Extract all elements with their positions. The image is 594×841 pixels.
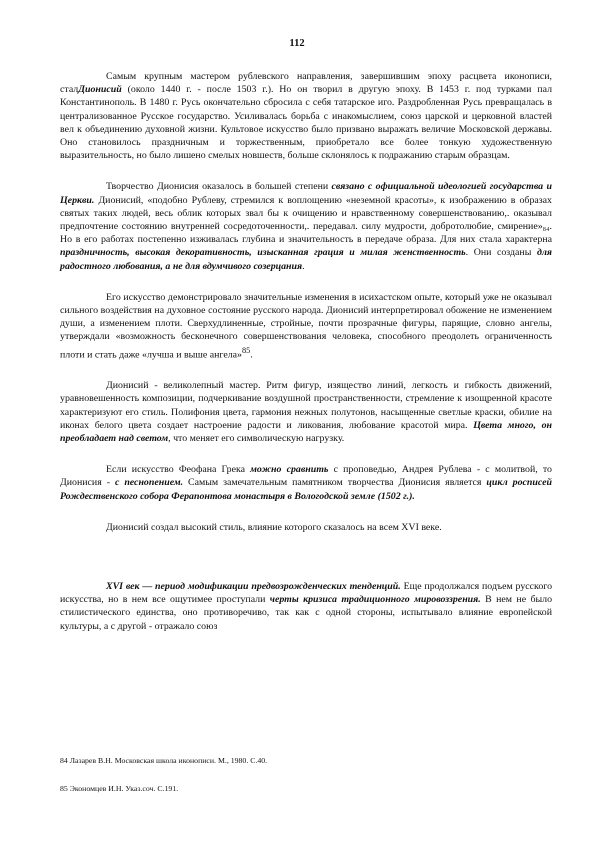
p6-text-1: Дионисий создал высокий стиль, влияние которого сказалось на всем XVI веке. (106, 521, 442, 533)
p1-emphasis-1: Дионисий (78, 84, 122, 96)
p5-text-3: Самым замечательным памятником творчества Дионисия является (183, 477, 487, 489)
footnote-84: 84 Лазарев В.Н. Московская школа иконописи. М., 1980. С.40. (60, 756, 268, 765)
paragraph-6 (60, 521, 552, 534)
p4-text-2: , что меняет его символическую нагрузку. (168, 432, 345, 444)
p2-text-4: . (302, 260, 305, 272)
p5-emphasis-1: можно сравнить (250, 464, 329, 476)
page-body (60, 70, 552, 633)
p2-emphasis-2: праздничность, высокая декоративность, изысканная грация и милая женственность (60, 247, 466, 259)
p3-text-2: . (250, 348, 253, 360)
footnote-85: 85 Экономцев И.Н. Указ.соч. С.191. (60, 784, 179, 793)
p5-emphasis-3: цикл росписей Рождественского собора Ферапонтова монастыря в Вологодской земле (1502 г.). (60, 477, 553, 502)
p2-emphasis-1: связано с официальной идеологией государства и Церкви. (60, 181, 552, 206)
p2-text-2: Дионисий, «подобно Рублеву, стремился к воплощению «неземной красоты», к изображению в образах святых таких людей, весь облик которых звал бы к очищению и нравственному совершенствованию,. оказывал предпочтение состоянию внутренней сосредоточенности,. передавал. силу мудрости, добротолюбие, смирение»₈₄. Но в его работах постепенно изживалась глубина и значительность в передаче образа. Для них стала характерна (60, 194, 552, 246)
paragraph-5 (60, 463, 552, 503)
p7-text-1: Еще продолжался подъем русского искусства, но в нем все ощутимее проступали (60, 580, 553, 606)
p5-text-1: Если искусство Феофана Грека (106, 464, 251, 476)
p5-emphasis-2: с песнопением. (114, 477, 184, 489)
paragraph-2 (60, 180, 552, 272)
paragraph-4 (60, 379, 552, 445)
p2-text-1: Творчество Дионисия оказалось в большей степени (106, 181, 332, 193)
p4-emphasis-1: Цвета много, он преобладает над светом (60, 419, 552, 444)
p4-text-1: Дионисий - великолепный мастер. Ритм фигур, изящество линий, легкость и гибкость движений, уравновешенность композиции, подчеркивание воздушной пространственности, стремление к изощренной красоте характеризуют его стиль. Полифония цвета, гармония нежных полутонов, насыщенные светлые краски, обилие на иконах белого цвета создает настроение радости и ликования, любование красотой мира. (60, 380, 552, 431)
page-number: 112 (289, 38, 305, 49)
footnote-ref-85: 85 (241, 345, 251, 355)
paragraph-1 (60, 70, 552, 162)
p5-text-2: с проповедью, Андрея Рублева - с молитвой, то Дионисия - (60, 464, 552, 489)
p7-text-2: В нем не было стилистического единства, оно противоречиво, так как с одной стороны, испытывало влияние европейской культуры, а с другой - отражало союз (60, 594, 553, 632)
paragraph-7 (60, 580, 552, 633)
p2-emphasis-3: для радостного любования, а не для вдумчивого созерцания (60, 247, 552, 272)
p1-text-1: Самым крупным мастером рублевского направления, завершившим эпоху расцвета иконописи, стал (60, 71, 552, 96)
p2-text-3: . Они созданы (465, 247, 537, 259)
p7-emphasis-2: черты кризиса традиционного мировоззрения. (269, 594, 481, 606)
p1-text-2: (около 1440 г. - после 1503 г.). Но он творил в другую эпоху. В 1453 г. под турками пал Константинополь. В 1480 г. Русь окончательно сбросила с себя татарское иго. Раздробленная Русь превращалась в централизованное Русское государство. Усиливалась борьба с инакомыслием, союз царской и церковной властей вел к объединению духовной жизни. Культовое искусство было призвано выражать величие Московской державы. Оно становилось праздничным и торжественным, приобретало все более тонкую художественную выразительность, но было лишено смелых новшеств, больше склонялось к подражанию старым образцам. (60, 84, 552, 162)
p7-emphasis-1: XVI век — период модификации предвозрожденческих тенденций. (106, 580, 401, 592)
p3-text-1: Его искусство демонстрировало значительные изменения в исихастском опыте, который уже не оказывал сильного воздействия на духовное состояние русского народа. Дионисий интерпретировал обожение не изменением души, а изменением плоти. Сверхудлиненные, стройные, почти прозрачные фигуры, парящие, словно ангелы, утверждали «возможность бесконечного совершенствования человека, способного преодолеть ограниченность плоти и стать даже «лучша и выше ангела» (60, 291, 552, 360)
paragraph-3 (60, 291, 552, 361)
